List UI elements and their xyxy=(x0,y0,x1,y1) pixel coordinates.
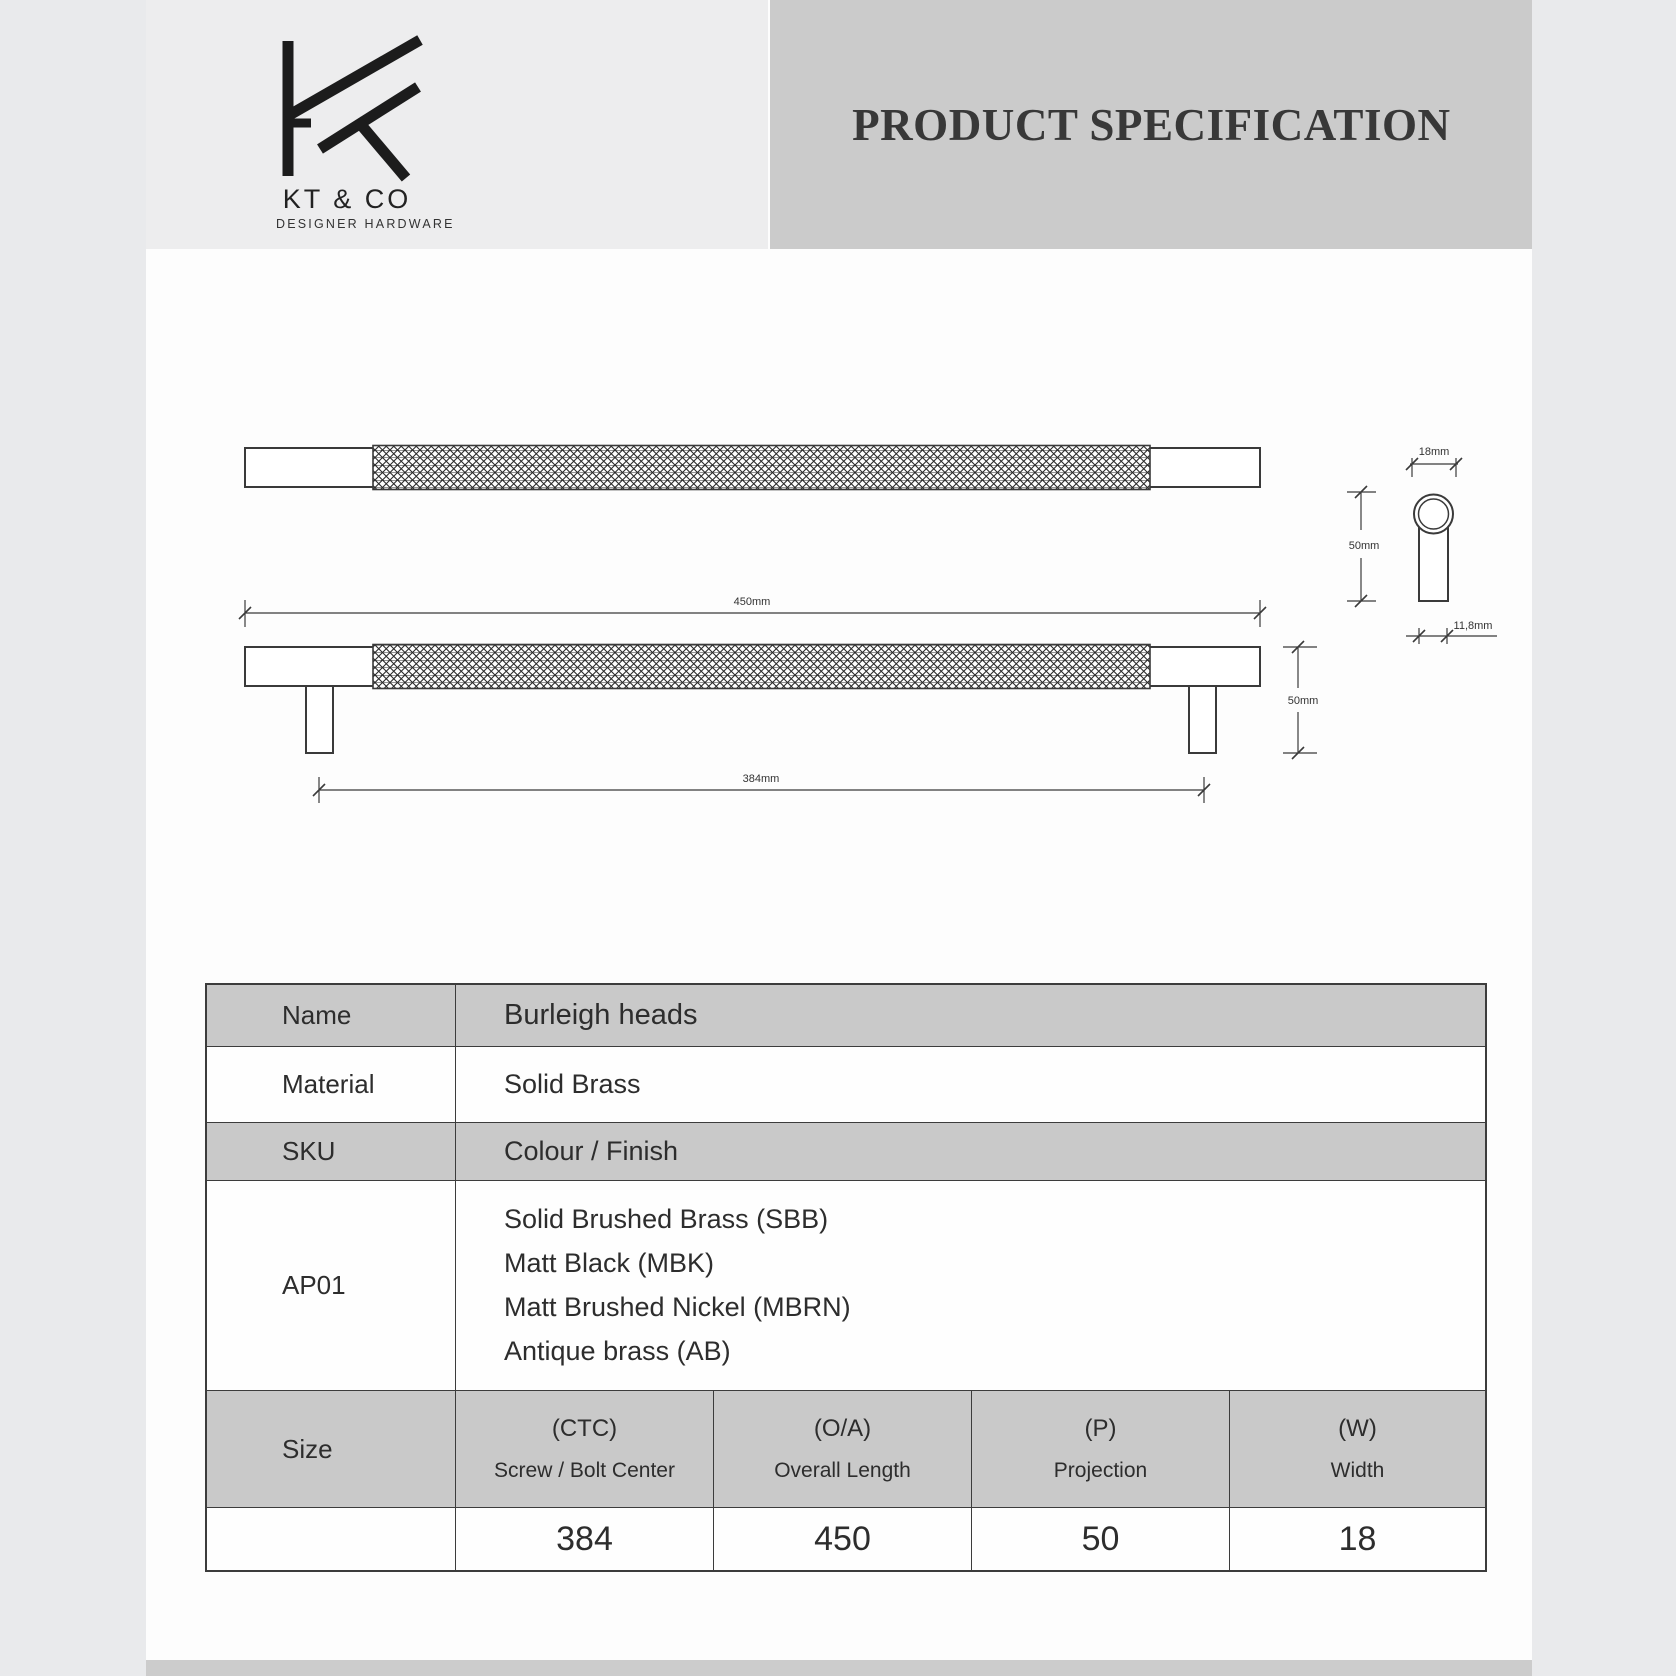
size-value-w: 18 xyxy=(1229,1508,1485,1570)
table-row-name xyxy=(207,985,1485,1046)
brand-name: KT & CO xyxy=(282,184,412,214)
spec-table xyxy=(205,983,1487,1572)
page-title: PRODUCT SPECIFICATION xyxy=(851,99,1451,150)
side-projection-label: 50mm xyxy=(1348,540,1380,552)
size-value-oa: 450 xyxy=(713,1508,971,1570)
size-col-p xyxy=(971,1391,1229,1507)
material-value: Solid Brass xyxy=(455,1047,1489,1122)
size-col-ctc xyxy=(455,1391,713,1507)
brand-tagline: DESIGNER HARDWARE xyxy=(276,217,455,231)
diameter-label: 18mm xyxy=(1418,446,1450,458)
finish-option: Antique brass (AB) xyxy=(504,1336,731,1366)
sku-code: AP01 xyxy=(282,1270,346,1300)
table-row-size-headers xyxy=(207,1390,1485,1507)
name-value: Burleigh heads xyxy=(455,985,1489,1046)
front-projection-label: 50mm xyxy=(1287,695,1319,707)
size-name: Screw / Bolt Center xyxy=(494,1459,675,1482)
finish-option: Matt Brushed Nickel (MBRN) xyxy=(504,1292,851,1322)
kt-monogram-icon xyxy=(270,34,430,184)
sku-value: Colour / Finish xyxy=(455,1123,1489,1180)
size-name: Projection xyxy=(1053,1459,1148,1482)
finish-option: Solid Brushed Brass (SBB) xyxy=(504,1204,829,1234)
size-label: Size xyxy=(282,1433,333,1464)
table-row-material xyxy=(207,1046,1485,1122)
size-col-oa xyxy=(713,1391,971,1507)
table-row-finishes xyxy=(207,1180,1485,1390)
size-name: Width xyxy=(1330,1459,1385,1482)
size-abbr: (CTC) xyxy=(551,1415,618,1442)
size-abbr: (W) xyxy=(1338,1415,1377,1442)
size-abbr: (O/A) xyxy=(813,1415,872,1442)
empty-cell xyxy=(207,1508,455,1570)
stem-width-label: 11,8mm xyxy=(1453,620,1493,632)
table-row-sku xyxy=(207,1122,1485,1180)
bottom-strip xyxy=(146,1660,1532,1676)
finish-option: Matt Black (MBK) xyxy=(504,1248,715,1278)
sku-label: SKU xyxy=(282,1136,336,1166)
table-row-size-values xyxy=(207,1507,1485,1570)
bolt-center-label: 384mm xyxy=(742,773,780,785)
size-value-ctc: 384 xyxy=(455,1508,713,1570)
size-name: Overall Length xyxy=(774,1459,911,1482)
header-block xyxy=(770,0,1532,249)
size-col-w xyxy=(1229,1391,1485,1507)
size-value-p: 50 xyxy=(971,1508,1229,1570)
name-label: Name xyxy=(282,1000,352,1030)
finish-list xyxy=(455,1181,1489,1390)
brand-block xyxy=(146,0,768,249)
material-label: Material xyxy=(282,1069,375,1099)
size-abbr: (P) xyxy=(1084,1415,1117,1442)
overall-length-label: 450mm xyxy=(733,596,771,608)
